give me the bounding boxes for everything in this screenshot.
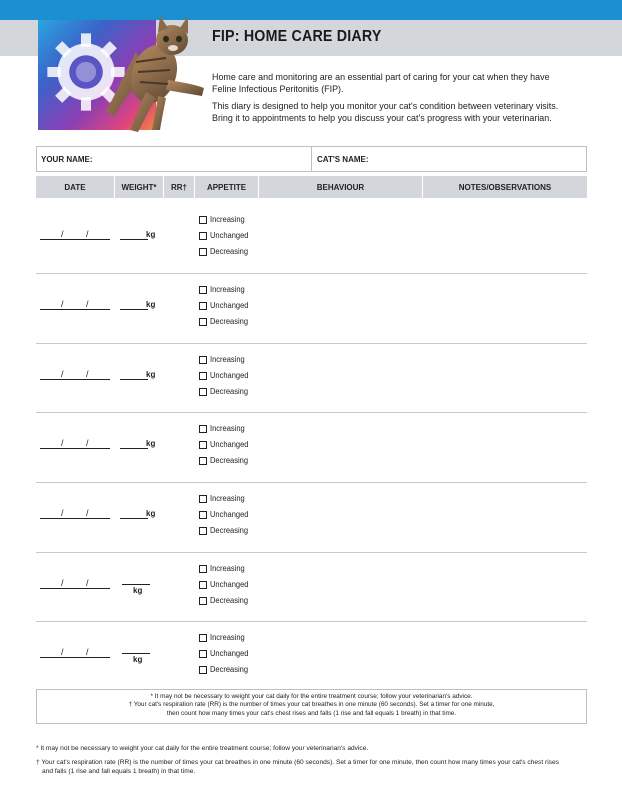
- weight-input-line[interactable]: [120, 239, 148, 240]
- intro-paragraph-1: [212, 72, 560, 96]
- name-box-divider: [311, 147, 312, 171]
- weight-input-line[interactable]: [120, 518, 148, 519]
- diary-entry-row: [36, 206, 587, 276]
- appetite-option-unchanged[interactable]: [199, 230, 251, 241]
- option-label: Decreasing: [210, 665, 249, 674]
- bottom-footnote-1: * It may not be necessary to weight your cat daily for the entire treatment course; follow your veterinarian's advice.: [36, 745, 369, 752]
- checkbox[interactable]: [199, 356, 207, 364]
- entry-divider: [36, 482, 587, 483]
- appetite-option-decreasing[interactable]: [199, 664, 250, 675]
- appetite-option-increasing[interactable]: [199, 284, 247, 295]
- option-label: Decreasing: [210, 247, 249, 256]
- column-header-weight: WEIGHT*: [121, 182, 157, 192]
- diary-entry-row: [36, 624, 587, 694]
- entry-divider: [36, 621, 587, 622]
- intro-paragraph-2: [212, 101, 560, 125]
- page-title: FIP: HOME CARE DIARY: [212, 28, 382, 45]
- kg-unit-label: kg: [146, 439, 156, 448]
- appetite-option-decreasing[interactable]: [199, 525, 250, 536]
- appetite-option-decreasing[interactable]: [199, 386, 250, 397]
- entry-divider: [36, 273, 587, 274]
- appetite-option-decreasing[interactable]: [199, 316, 250, 327]
- date-slash: /: [61, 369, 64, 379]
- entry-divider: [36, 552, 587, 553]
- hero-image: [38, 8, 202, 136]
- date-slash: /: [86, 647, 89, 657]
- appetite-option-increasing[interactable]: [199, 214, 247, 225]
- appetite-option-unchanged[interactable]: [199, 439, 251, 450]
- option-label: Unchanged: [210, 510, 249, 519]
- kg-unit-label: kg: [133, 655, 143, 664]
- date-slash: /: [61, 578, 64, 588]
- kg-unit-label: kg: [133, 586, 143, 595]
- option-label: Unchanged: [210, 649, 249, 658]
- checkbox[interactable]: [199, 232, 207, 240]
- date-slash: /: [86, 438, 89, 448]
- checkbox[interactable]: [199, 581, 207, 589]
- checkbox[interactable]: [199, 650, 207, 658]
- column-header-rr: RR†: [170, 182, 187, 192]
- appetite-option-increasing[interactable]: [199, 632, 247, 643]
- date-slash: /: [86, 508, 89, 518]
- date-input-line[interactable]: [40, 239, 110, 240]
- option-label: Decreasing: [210, 387, 249, 396]
- option-label: Increasing: [210, 355, 245, 364]
- appetite-option-unchanged[interactable]: [199, 509, 251, 520]
- date-input-line[interactable]: [40, 588, 110, 589]
- option-label: Unchanged: [210, 371, 249, 380]
- option-label: Unchanged: [210, 231, 249, 240]
- kg-unit-label: kg: [146, 509, 156, 518]
- appetite-option-unchanged[interactable]: [199, 648, 251, 659]
- diary-entry-row: [36, 555, 587, 625]
- date-slash: /: [61, 508, 64, 518]
- date-input-line[interactable]: [40, 657, 110, 658]
- diary-entry-row: [36, 276, 587, 346]
- date-slash: /: [61, 229, 64, 239]
- date-input-line[interactable]: [40, 518, 110, 519]
- footnote-box-line-3: then count how many times your cat's chest rises and falls (1 rise and fall equals 1 breath) in that time.: [166, 709, 457, 717]
- entry-divider: [36, 343, 587, 344]
- option-label: Decreasing: [210, 596, 249, 605]
- appetite-option-increasing[interactable]: [199, 423, 247, 434]
- date-slash: /: [86, 299, 89, 309]
- appetite-option-increasing[interactable]: [199, 354, 247, 365]
- checkbox[interactable]: [199, 634, 207, 642]
- checkbox[interactable]: [199, 565, 207, 573]
- option-label: Decreasing: [210, 456, 249, 465]
- table-header-row: [36, 176, 587, 198]
- checkbox[interactable]: [199, 457, 207, 465]
- diary-entry-row: [36, 346, 587, 416]
- diary-entry-row: [36, 415, 587, 485]
- name-fields-box: [36, 146, 587, 172]
- option-label: Unchanged: [210, 440, 249, 449]
- weight-input-line[interactable]: [120, 448, 148, 449]
- checkbox[interactable]: [199, 302, 207, 310]
- checkbox[interactable]: [199, 511, 207, 519]
- checkbox[interactable]: [199, 248, 207, 256]
- option-label: Unchanged: [210, 580, 249, 589]
- date-slash: /: [61, 438, 64, 448]
- weight-input-line[interactable]: [122, 584, 150, 585]
- column-header-date: DATE: [64, 182, 86, 192]
- intro-line-1: Home care and monitoring are an essential part of caring for your cat when they have: [212, 72, 550, 83]
- checkbox[interactable]: [199, 388, 207, 396]
- checkbox[interactable]: [199, 318, 207, 326]
- appetite-option-increasing[interactable]: [199, 493, 247, 504]
- cat-icon: [96, 12, 206, 138]
- weight-input-line[interactable]: [120, 309, 148, 310]
- intro-line-3: This diary is designed to help you monitor your cat's condition between veterinary visits.: [212, 101, 559, 112]
- footnote-box-line-1: * It may not be necessary to weight your cat daily for the entire treatment course; follow your veterinarian's advice.: [150, 693, 473, 700]
- diary-entry-row: [36, 485, 587, 555]
- your-name-label: YOUR NAME:: [41, 155, 93, 164]
- checkbox[interactable]: [199, 372, 207, 380]
- option-label: Decreasing: [210, 317, 249, 326]
- appetite-option-unchanged[interactable]: [199, 370, 251, 381]
- kg-unit-label: kg: [146, 300, 156, 309]
- intro-text: [212, 72, 562, 130]
- date-input-line[interactable]: [40, 379, 110, 380]
- column-header-appetite: APPETITE: [206, 182, 247, 192]
- appetite-option-decreasing[interactable]: [199, 246, 250, 257]
- option-label: Decreasing: [210, 526, 249, 535]
- checkbox[interactable]: [199, 441, 207, 449]
- option-label: Increasing: [210, 494, 245, 503]
- appetite-option-unchanged[interactable]: [199, 579, 251, 590]
- date-slash: /: [86, 369, 89, 379]
- checkbox[interactable]: [199, 495, 207, 503]
- appetite-option-unchanged[interactable]: [199, 300, 251, 311]
- bottom-footnote-2: † Your cat's respiration rate (RR) is the number of times your cat breathes in one minute (60 seconds). Set a timer for one minute, then count how many times your cat's chest rises: [36, 759, 559, 766]
- entry-divider: [36, 412, 587, 413]
- appetite-option-decreasing[interactable]: [199, 595, 250, 606]
- option-label: Increasing: [210, 424, 245, 433]
- option-label: Unchanged: [210, 301, 249, 310]
- option-label: Increasing: [210, 564, 245, 573]
- weight-input-line[interactable]: [120, 379, 148, 380]
- checkbox[interactable]: [199, 597, 207, 605]
- checkbox[interactable]: [199, 527, 207, 535]
- intro-line-4: Bring it to appointments to help you discuss your cat's progress with your veterinarian.: [212, 113, 552, 124]
- appetite-option-decreasing[interactable]: [199, 455, 250, 466]
- date-input-line[interactable]: [40, 309, 110, 310]
- bottom-footnote-3: and falls (1 rise and fall equals 1 breath) in that time.: [42, 768, 196, 775]
- checkbox[interactable]: [199, 216, 207, 224]
- option-label: Increasing: [210, 633, 245, 642]
- column-header-notes: NOTES/OBSERVATIONS: [458, 182, 552, 192]
- option-label: Increasing: [210, 215, 245, 224]
- column-header-behaviour: BEHAVIOUR: [316, 182, 365, 192]
- footnote-box-line-2: † Your cat's respiration rate (RR) is the number of times your cat breathes in one minute (60 seconds). Set a timer for one minute,: [128, 701, 495, 709]
- date-slash: /: [61, 647, 64, 657]
- cats-name-label: CAT'S NAME:: [317, 155, 369, 164]
- footnote-box: [36, 689, 587, 724]
- kg-unit-label: kg: [146, 230, 156, 239]
- date-input-line[interactable]: [40, 448, 110, 449]
- appetite-option-increasing[interactable]: [199, 563, 247, 574]
- option-label: Increasing: [210, 285, 245, 294]
- date-slash: /: [61, 299, 64, 309]
- checkbox[interactable]: [199, 666, 207, 674]
- checkbox[interactable]: [199, 425, 207, 433]
- checkbox[interactable]: [199, 286, 207, 294]
- weight-input-line[interactable]: [122, 653, 150, 654]
- intro-line-2: Feline Infectious Peritonitis (FIP).: [212, 84, 344, 95]
- date-slash: /: [86, 229, 89, 239]
- kg-unit-label: kg: [146, 370, 156, 379]
- date-slash: /: [86, 578, 89, 588]
